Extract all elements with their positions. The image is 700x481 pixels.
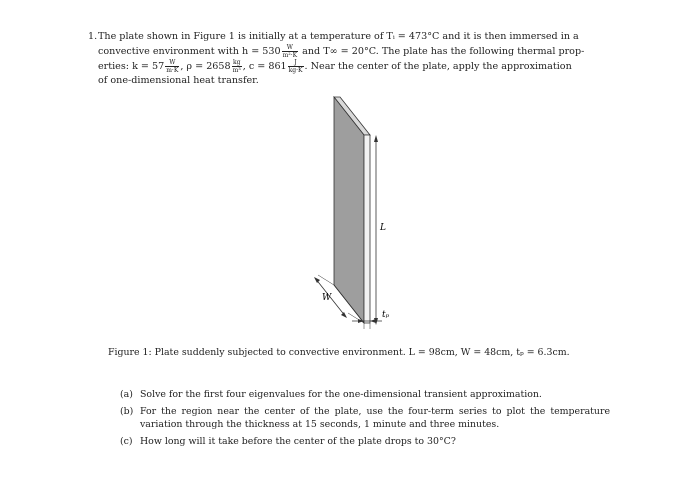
unit-rho-fraction bbox=[232, 59, 242, 74]
unit-h-denominator: m²·K bbox=[282, 52, 298, 59]
part-c-text: How long will it take before the center of the plate drops to 30°C? bbox=[140, 436, 456, 447]
problem-line-1: The plate shown in Figure 1 is initially at a temperature of Tᵢ = 473°C and it is then immersed in a bbox=[98, 31, 579, 42]
plate-diagram bbox=[310, 95, 400, 335]
unit-rho-denominator: m³ bbox=[232, 67, 241, 74]
plate-figure bbox=[310, 95, 400, 335]
unit-c-denominator: kg·K bbox=[288, 67, 303, 74]
label-L: L bbox=[380, 223, 386, 233]
problem-line-3c: , c = 861 bbox=[242, 61, 287, 72]
unit-h-numerator: W bbox=[282, 44, 298, 52]
unit-k-fraction bbox=[165, 59, 179, 74]
label-tp: tₚ bbox=[382, 310, 390, 320]
unit-c-numerator: J bbox=[288, 59, 304, 67]
figure-caption: Figure 1: Plate suddenly subjected to convective environment. L = 98cm, W = 48cm, tₚ = 6.3cm. bbox=[108, 347, 570, 358]
part-b-text: For the region near the center of the plate, use the four-term series to plot the temperature variation through the thickness at 15 seconds, 1 minute and three minutes. bbox=[140, 406, 610, 430]
problem-line-2a: convective environment with h = 530 bbox=[98, 46, 281, 57]
problem-line-2 bbox=[98, 44, 618, 59]
part-a-text: Solve for the first four eigenvalues for the one-dimensional transient approximation. bbox=[140, 389, 542, 400]
problem-number: 1. bbox=[88, 31, 98, 42]
problem-line-3a: erties: k = 57 bbox=[98, 61, 165, 72]
unit-k-numerator: W bbox=[165, 59, 179, 67]
problem-statement bbox=[88, 30, 618, 88]
part-c bbox=[120, 435, 610, 448]
label-W: W bbox=[322, 293, 332, 303]
problem-line-4: of one-dimensional heat transfer. bbox=[98, 75, 259, 86]
part-b-label: (b) bbox=[120, 406, 134, 417]
plate-side-face bbox=[364, 135, 370, 323]
problem-line-3d: . Near the center of the plate, apply the approximation bbox=[304, 61, 572, 72]
plate-front-face bbox=[334, 97, 364, 323]
part-b bbox=[120, 405, 610, 431]
part-a-label: (a) bbox=[120, 389, 133, 400]
problem-line-3 bbox=[98, 59, 618, 74]
problem-line-3b: , ρ = 2658 bbox=[180, 61, 231, 72]
part-a bbox=[120, 388, 610, 401]
part-c-label: (c) bbox=[120, 436, 133, 447]
problem-line-2b: and T∞ = 20°C. The plate has the following thermal prop- bbox=[302, 46, 585, 57]
unit-k-denominator: m·K bbox=[166, 67, 179, 74]
unit-h-fraction bbox=[282, 44, 298, 59]
unit-c-fraction bbox=[288, 59, 304, 74]
question-parts bbox=[120, 388, 610, 452]
unit-rho-numerator: kg bbox=[232, 59, 241, 66]
